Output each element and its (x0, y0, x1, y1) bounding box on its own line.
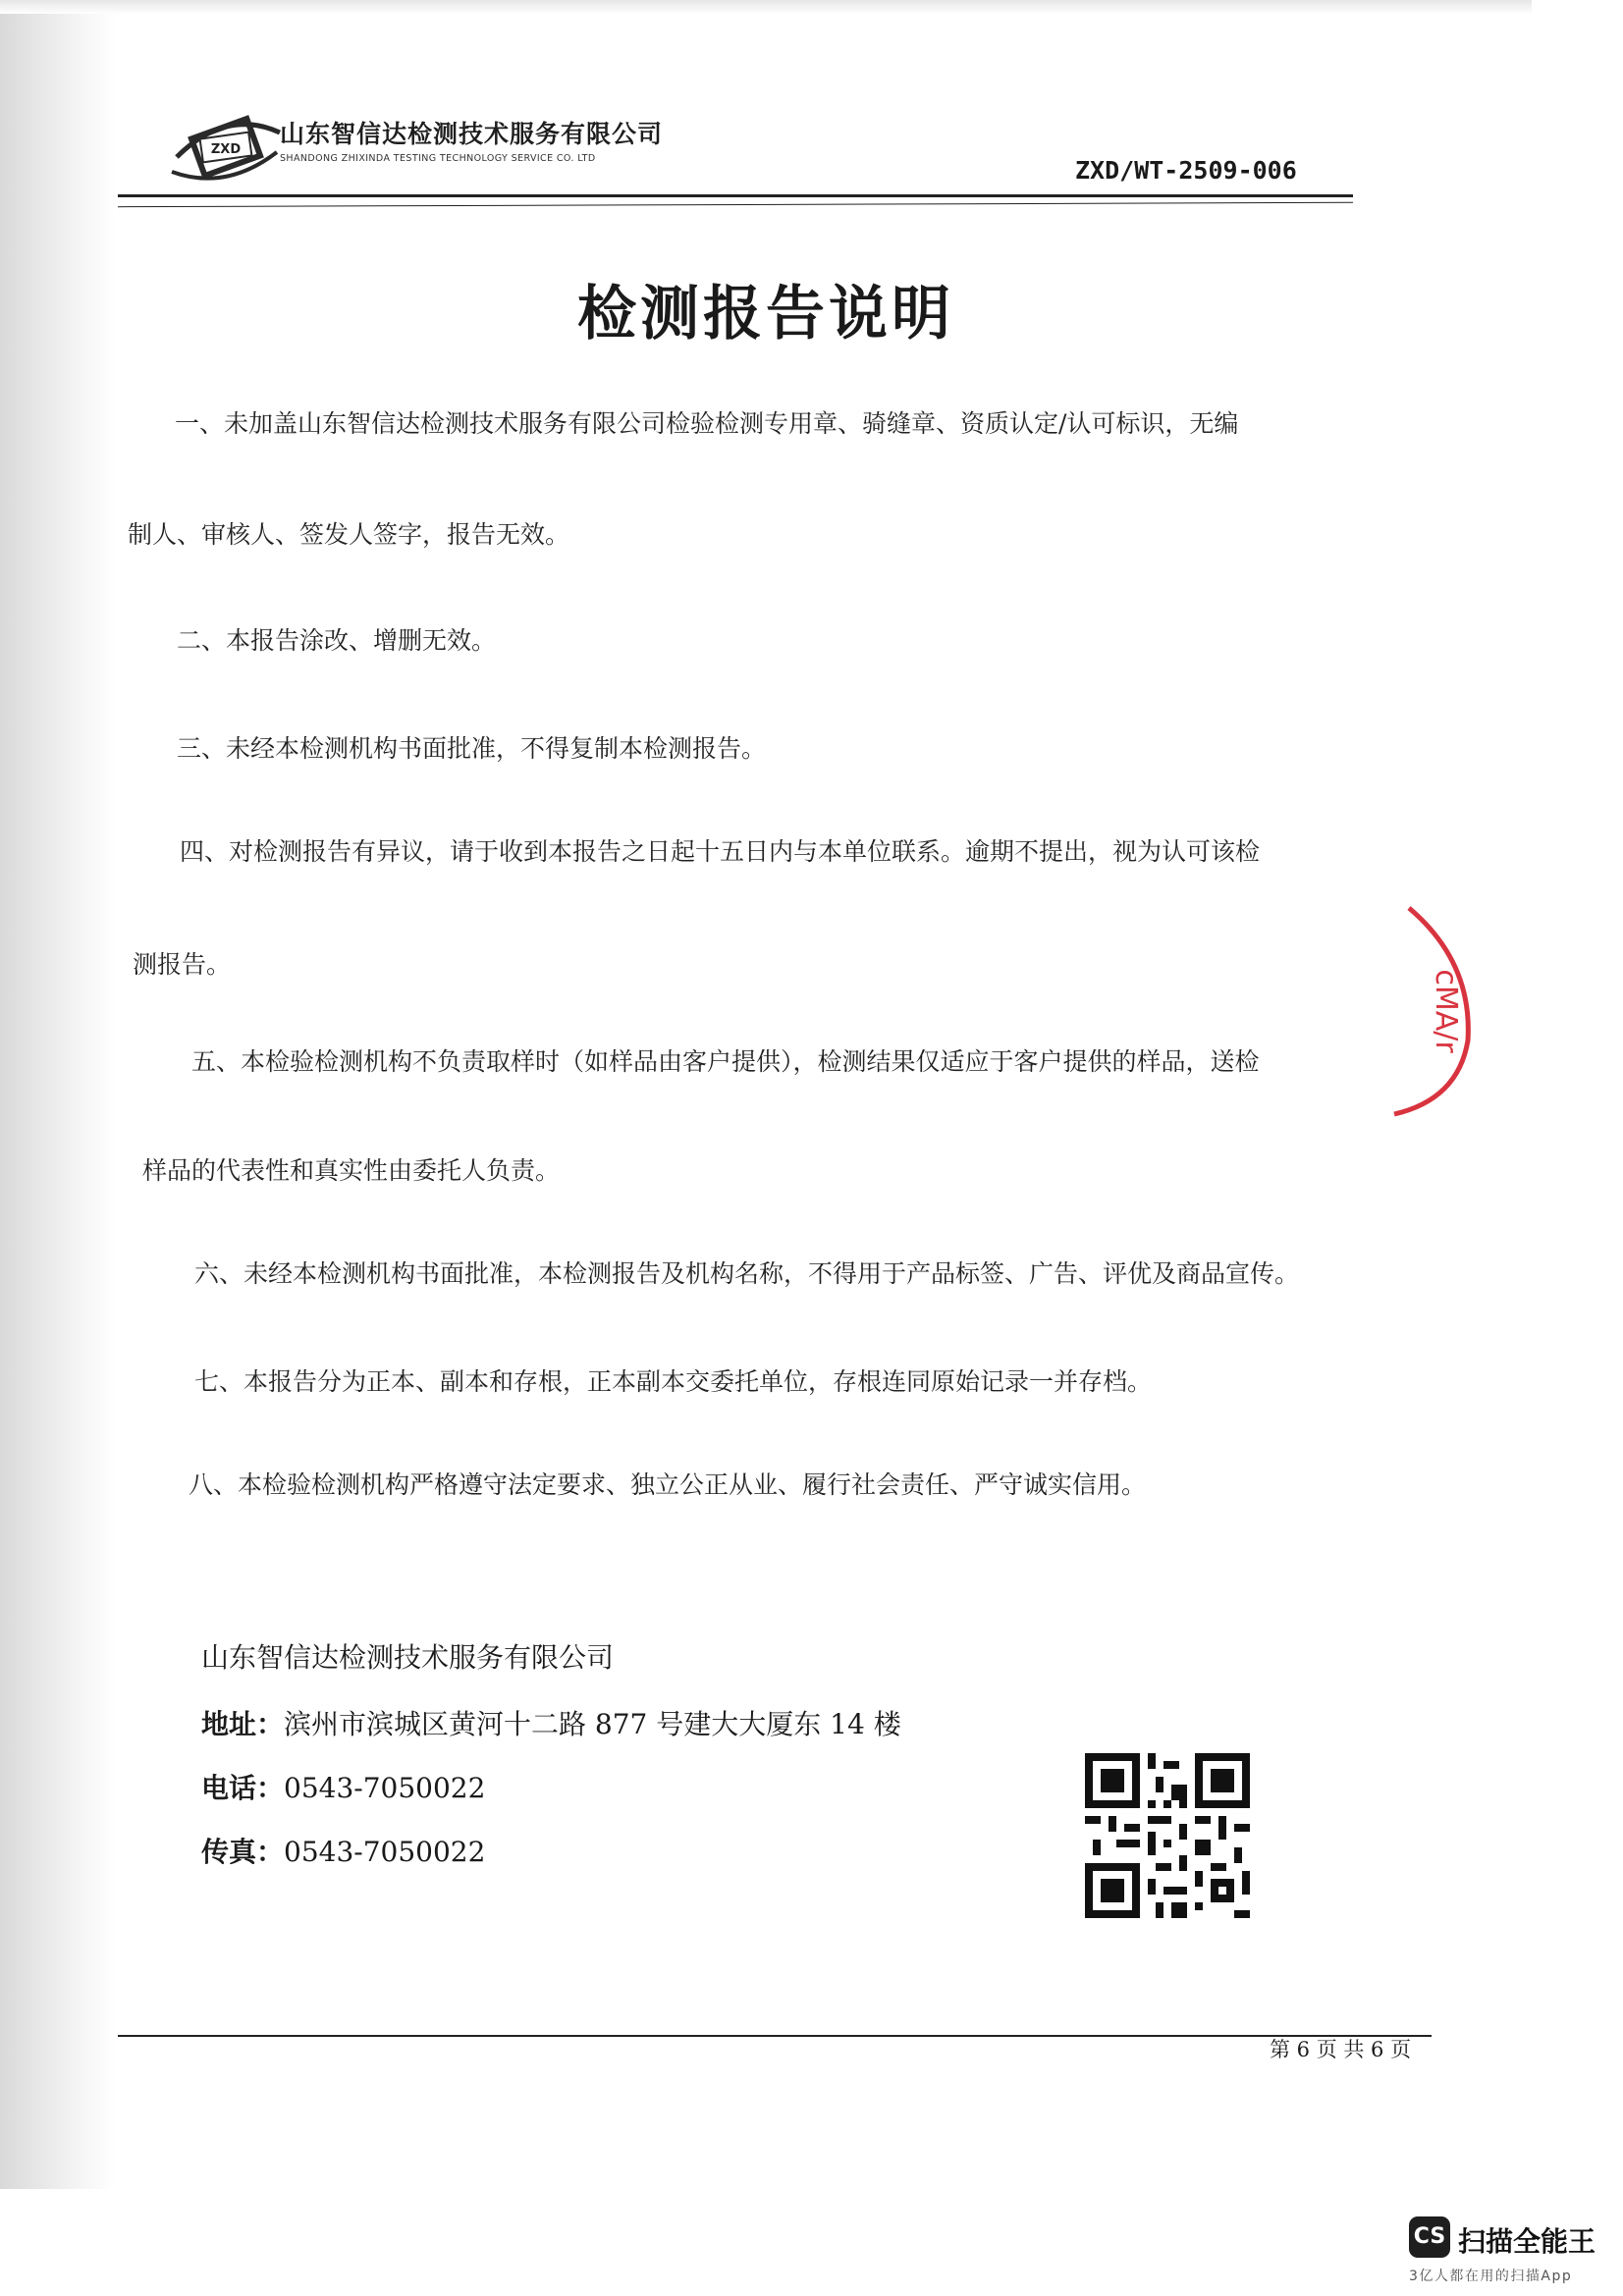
contact-address (201, 1703, 901, 1742)
paragraph-4-line-2: 测报告。 (133, 950, 232, 979)
paragraph-8: 八、本检验检测机构严格遵守法定要求、独立公正从业、履行社会责任、严守诚实信用。 (189, 1470, 1147, 1499)
paragraph-6: 六、未经本检测机构书面批准，本检测报告及机构名称，不得用于产品标签、广告、评优及商品宣传。 (194, 1259, 1300, 1288)
watermark-name: 扫描全能王 (1458, 2225, 1596, 2258)
fax-value: 0543-7050022 (284, 1836, 486, 1868)
footer-rule (118, 2035, 1432, 2037)
page-title: 检测报告说明 (577, 280, 954, 348)
camscanner-logo-icon: CS (1409, 2216, 1450, 2258)
company-logo-icon (167, 98, 285, 191)
logo-text: ZXD (210, 142, 242, 157)
company-name-en: SHANDONG ZHIXINDA TESTING TECHNOLOGY SERVICE CO. LTD (280, 153, 596, 164)
red-seal-stamp (1389, 903, 1478, 1119)
paragraph-1-line-2: 制人、审核人、签发人签字，报告无效。 (128, 520, 570, 549)
phone-value: 0543-7050022 (284, 1772, 486, 1804)
page-number: 第 6 页 共 6 页 (1270, 2038, 1412, 2061)
paragraph-3: 三、未经本检测机构书面批准，不得复制本检测报告。 (177, 734, 767, 763)
header-rule (118, 194, 1353, 197)
paragraph-5-line-1: 五、本检验检测机构不负责取样时（如样品由客户提供），检测结果仅适应于客户提供的样品，送检 (191, 1047, 1260, 1076)
paragraph-1-line-1: 一、未加盖山东智信达检测技术服务有限公司检验检测专用章、骑缝章、资质认定/认可标识，无编 (175, 409, 1239, 438)
qr-code-icon (1085, 1752, 1250, 1919)
phone-label: 电话： (201, 1772, 285, 1804)
paragraph-7: 七、本报告分为正本、副本和存根，正本副本交委托单位，存根连同原始记录一并存档。 (194, 1367, 1153, 1396)
contact-company: 山东智信达检测技术服务有限公司 (201, 1641, 615, 1674)
contact-fax (201, 1831, 485, 1870)
seal-text: cMA/r (1429, 969, 1463, 1053)
paragraph-4-line-1: 四、对检测报告有异议，请于收到本报告之日起十五日内与本单位联系。逾期不提出，视为认可该检 (180, 837, 1261, 866)
contact-phone (201, 1767, 485, 1806)
paragraph-2: 二、本报告涂改、增删无效。 (177, 626, 497, 655)
header-rule-thin (118, 202, 1353, 207)
paragraph-5-line-2: 样品的代表性和真实性由委托人负责。 (142, 1156, 561, 1185)
fax-label: 传真： (201, 1836, 285, 1868)
watermark-tagline: 3亿人都在用的扫描App (1409, 2269, 1573, 2284)
address-label: 地址： (201, 1708, 285, 1740)
address-value: 滨州市滨城区黄河十二路 877 号建大大厦东 14 楼 (284, 1708, 901, 1740)
report-number: ZXD/WT-2509-006 (1075, 156, 1297, 185)
company-name-cn: 山东智信达检测技术服务有限公司 (280, 120, 664, 148)
scan-edge-top (0, 0, 1532, 14)
